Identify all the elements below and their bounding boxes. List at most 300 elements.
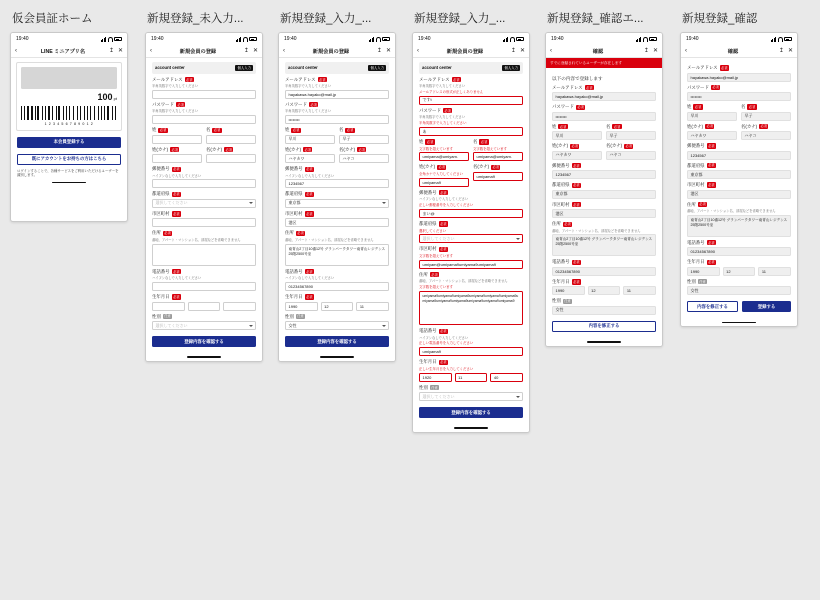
field-label: メールアドレス: [687, 65, 718, 70]
status-indicators: [369, 37, 391, 42]
input-value: 選択してください: [422, 393, 455, 399]
text-input[interactable]: [687, 92, 791, 101]
field-group: [419, 246, 523, 268]
input-value: umiyama@umiyam.: [476, 154, 512, 160]
text-input[interactable]: [552, 209, 656, 218]
status-bar: [413, 33, 529, 45]
text-input[interactable]: [687, 267, 720, 276]
field-label-row: [687, 279, 791, 285]
field-badge: 必須: [173, 192, 180, 197]
text-input[interactable]: [285, 179, 389, 188]
input-value: 早子: [342, 136, 351, 142]
account-center-chip[interactable]: 個人入力: [504, 66, 518, 71]
field-label-row: [206, 147, 256, 153]
text-input[interactable]: [687, 286, 791, 295]
field-label: 住所: [687, 201, 696, 207]
field-badge: 必須: [173, 211, 180, 216]
back-icon[interactable]: ‹: [283, 48, 285, 54]
field-badge: 任意: [164, 314, 171, 319]
close-icon[interactable]: ✕: [519, 48, 525, 54]
field-label: 姓(カナ): [152, 146, 169, 152]
field-badge: 必須: [440, 221, 447, 226]
field-label-row: [552, 221, 656, 227]
text-input[interactable]: [188, 302, 221, 311]
select-input[interactable]: [285, 199, 389, 208]
signal-icon: [369, 37, 375, 42]
field-label-row: [552, 124, 602, 130]
field-badge: 必須: [173, 167, 180, 172]
field-label-row: [687, 104, 737, 110]
field-group: [285, 211, 389, 228]
input-value: umiyama9: [422, 349, 441, 355]
nav-title: 新規会員の登録: [179, 48, 217, 55]
input-value: 早川: [555, 132, 564, 138]
input-value: 11: [626, 288, 631, 294]
field-label: 名: [473, 139, 478, 144]
text-input[interactable]: [206, 154, 256, 163]
back-icon[interactable]: ‹: [417, 48, 419, 54]
field-label: 生年月日: [152, 294, 170, 299]
field-label: 郵便番号: [285, 166, 303, 172]
nav-actions: [244, 48, 258, 54]
field-badge: 必須: [480, 139, 488, 144]
field-group: [552, 182, 656, 199]
text-input[interactable]: [588, 286, 621, 295]
text-input[interactable]: [285, 282, 389, 291]
text-input[interactable]: [741, 131, 791, 140]
field-label-row: [285, 294, 389, 300]
submit-button[interactable]: 登録内容を確認する: [152, 336, 256, 347]
field-group: [552, 221, 656, 256]
input-value: 港区: [555, 210, 564, 216]
share-icon[interactable]: ↥: [108, 48, 114, 54]
select-input[interactable]: [285, 321, 389, 330]
field-group: [419, 385, 523, 402]
field-label-row: [419, 108, 523, 114]
field-badge: 必須: [694, 104, 702, 109]
nav-bar: [681, 45, 797, 58]
edit-button[interactable]: 内容を修正する: [687, 301, 738, 312]
field-label-row: [687, 143, 791, 149]
text-input[interactable]: [285, 90, 389, 99]
field-badge: 必須: [171, 147, 178, 152]
field-badge: 必須: [712, 85, 719, 90]
text-input[interactable]: [285, 135, 335, 144]
textarea-input[interactable]: [419, 291, 523, 325]
input-value: 早川: [690, 113, 699, 118]
text-input[interactable]: [606, 131, 656, 140]
input-value: 40: [493, 374, 499, 380]
form-body: [546, 68, 662, 338]
register-button[interactable]: 本会員登録する: [17, 137, 121, 148]
textarea-input[interactable]: [152, 244, 256, 266]
home-indicator: [681, 318, 797, 326]
field-label-row: [552, 143, 602, 149]
birthday-part-2: [758, 267, 791, 276]
input-value: 01234567890: [555, 268, 580, 274]
input-value: 12: [726, 268, 731, 274]
field-error: 半角英数字で入力してください: [419, 121, 467, 126]
phone-frame: [545, 32, 663, 347]
screen-caption: 新規登録_未入力...: [147, 13, 244, 25]
text-input[interactable]: [419, 209, 523, 218]
screen-column-errors: [412, 10, 530, 433]
screen-caption: 仮会員証ホーム: [12, 13, 93, 25]
field-badge: 任意: [431, 385, 438, 390]
share-icon[interactable]: ↥: [510, 48, 516, 54]
status-indicators: [503, 37, 525, 42]
submit-button[interactable]: 登録内容を確認する: [419, 407, 523, 418]
back-icon[interactable]: ‹: [15, 48, 17, 54]
birthday-row: [419, 373, 523, 382]
select-input[interactable]: [152, 199, 256, 208]
text-input[interactable]: [152, 154, 202, 163]
field-group: [419, 221, 523, 243]
field-badge: 必須: [306, 192, 313, 197]
input-value: 11: [458, 374, 463, 380]
field-hint: 番地、アパート・マンション名、部屋などを省略できません: [419, 279, 508, 284]
status-bar: [681, 33, 797, 45]
account-center-name: account center: [155, 65, 185, 71]
field-label: 市区町村: [687, 182, 705, 187]
input-value: ハヤコ: [342, 155, 355, 161]
account-center-name: account center: [288, 65, 318, 71]
form-body: [413, 58, 529, 424]
status-time: 19:40: [551, 36, 564, 42]
field-label-row: [152, 102, 256, 108]
text-input[interactable]: [473, 152, 523, 161]
field-error: 文字数を超えています: [419, 146, 453, 151]
field-error: メールアドレスの形式が正しくありません: [419, 89, 484, 94]
signal-icon: [101, 37, 107, 42]
back-icon[interactable]: ‹: [550, 48, 552, 54]
field-badge: 必須: [440, 190, 447, 195]
confirm-actions: [687, 301, 791, 312]
field-label: 市区町村: [552, 201, 570, 207]
field-badge: 必須: [586, 85, 593, 90]
home-indicator: [279, 353, 395, 361]
birthday-part-1: [723, 267, 756, 276]
text-input[interactable]: [419, 373, 452, 382]
field-label: 性別: [419, 384, 428, 390]
field-pair: [552, 140, 656, 160]
field-group: [473, 161, 523, 186]
field-label-row: [339, 147, 389, 153]
field-badge: 必須: [297, 231, 304, 236]
field-badge: 必須: [699, 202, 706, 207]
status-indicators: [101, 37, 123, 42]
text-input[interactable]: [285, 115, 389, 124]
text-input[interactable]: [339, 154, 389, 163]
select-input[interactable]: [152, 321, 256, 330]
field-badge: 必須: [708, 143, 715, 148]
section-heading: 以下の内容で登録します: [552, 75, 603, 81]
field-group: [285, 294, 389, 311]
nav-title: 新規会員の登録: [446, 48, 484, 55]
text-input[interactable]: [623, 286, 656, 295]
nav-bar: [279, 45, 395, 58]
field-badge: 必須: [358, 147, 365, 152]
field-badge: 必須: [708, 260, 715, 265]
field-label-row: [552, 259, 656, 265]
field-badge: 必須: [708, 240, 715, 245]
textarea-input[interactable]: [687, 215, 791, 237]
membership-card: [16, 62, 122, 131]
text-input[interactable]: [687, 73, 791, 82]
text-input[interactable]: [339, 135, 389, 144]
text-input[interactable]: [687, 112, 737, 121]
input-value: 南青山2丁目10番12号 グランパークタワー南青山レジデンス25階2500号室: [555, 237, 653, 247]
field-label-row: [152, 211, 256, 217]
text-input[interactable]: [552, 92, 656, 101]
text-input[interactable]: [723, 267, 756, 276]
back-icon[interactable]: ‹: [685, 48, 687, 54]
nav-bar: [11, 45, 127, 58]
field-error: 正しい郵便番号を入力してください: [419, 203, 474, 208]
text-input[interactable]: [758, 267, 791, 276]
text-input[interactable]: [419, 96, 523, 105]
input-value: 1990: [690, 268, 700, 274]
text-input[interactable]: [552, 151, 602, 160]
close-icon[interactable]: ✕: [787, 48, 793, 54]
form-body: [146, 58, 262, 353]
field-badge: 必須: [440, 360, 447, 365]
text-input[interactable]: [552, 190, 656, 199]
existing-account-button[interactable]: 既にアカウントをお持ちの方はこちら: [17, 154, 121, 165]
field-label-row: [152, 77, 256, 83]
field-label-row: [473, 139, 523, 145]
nav-actions: [644, 48, 658, 54]
text-input[interactable]: [419, 152, 469, 161]
field-label: 生年月日: [687, 259, 705, 265]
text-input[interactable]: [152, 179, 256, 188]
text-input[interactable]: [206, 135, 256, 144]
text-input[interactable]: [356, 302, 389, 311]
screen-column-empty: [145, 10, 263, 362]
text-input[interactable]: [152, 302, 185, 311]
text-input[interactable]: [490, 373, 523, 382]
input-value: 早子: [744, 113, 753, 118]
field-group: [687, 143, 791, 160]
close-icon[interactable]: ✕: [117, 48, 123, 54]
status-bar: [11, 33, 127, 45]
input-value: あ: [422, 128, 427, 134]
phone-frame: [145, 32, 263, 362]
birthday-part-0: [552, 286, 585, 295]
birthday-part-1: [321, 302, 354, 311]
close-icon[interactable]: ✕: [385, 48, 391, 54]
field-label: 姓: [552, 123, 557, 129]
field-badge: 必須: [346, 128, 354, 133]
field-label-row: [473, 164, 523, 170]
field-label: 姓: [285, 127, 290, 133]
field-badge: 必須: [573, 260, 580, 265]
text-input[interactable]: [285, 154, 335, 163]
account-center-chip[interactable]: 個人入力: [237, 66, 251, 71]
text-input[interactable]: [321, 302, 354, 311]
field-label: 名: [741, 104, 746, 109]
field-label-row: [285, 147, 335, 153]
input-value: 女性: [288, 322, 297, 328]
field-group: [206, 144, 256, 164]
input-value: まい@: [422, 210, 435, 216]
field-label: 市区町村: [285, 210, 303, 216]
text-input[interactable]: [687, 170, 791, 179]
field-badge: 必須: [440, 329, 447, 334]
text-input[interactable]: [152, 90, 256, 99]
text-input[interactable]: [473, 172, 523, 181]
birthday-part-0: [152, 302, 185, 311]
text-input[interactable]: [552, 306, 656, 315]
field-error: 文字数を超えています: [419, 253, 453, 258]
field-group: [206, 124, 256, 144]
field-group: [152, 166, 256, 188]
field-label: 姓: [152, 127, 157, 133]
signal-icon: [636, 37, 642, 42]
back-icon[interactable]: ‹: [150, 48, 152, 54]
text-input[interactable]: [552, 131, 602, 140]
text-input[interactable]: [606, 151, 656, 160]
field-label: メールアドレス: [285, 76, 316, 82]
field-hint: ハイフンなしで入力してください: [285, 173, 335, 178]
field-group: [552, 85, 656, 102]
input-value: umiyama9umiyama9umiyama9umiyama9umiyama9umiyama9umiyama9umiyama9umiyama9umiyama9umiyama9umiyama9: [422, 294, 519, 303]
textarea-input[interactable]: [552, 234, 656, 256]
field-group: [152, 294, 256, 311]
field-badge: 必須: [177, 102, 184, 107]
text-input[interactable]: [419, 178, 469, 187]
input-value: 01234567890: [288, 284, 313, 289]
field-label-row: [552, 163, 656, 169]
field-group: [687, 240, 791, 257]
field-pair: [687, 121, 791, 141]
field-group: [741, 101, 791, 121]
text-input[interactable]: [223, 302, 256, 311]
field-label: パスワード: [285, 101, 307, 107]
field-badge: 必須: [573, 279, 580, 284]
phone-frame: [680, 32, 798, 327]
field-group: [741, 121, 791, 141]
form-body: [681, 58, 797, 318]
text-input[interactable]: [687, 131, 737, 140]
field-label-row: [285, 102, 389, 108]
wifi-icon: [108, 37, 113, 42]
text-input[interactable]: [552, 267, 656, 276]
textarea-input[interactable]: [285, 244, 389, 266]
text-input[interactable]: [419, 347, 523, 356]
birthday-row: [687, 267, 791, 276]
field-badge: 必須: [173, 294, 180, 299]
screen-column-confirm: [680, 10, 798, 327]
text-input[interactable]: [152, 135, 202, 144]
field-label-row: [339, 127, 389, 133]
field-label-row: [152, 166, 256, 172]
birthday-part-2: [356, 302, 389, 311]
text-input[interactable]: [419, 127, 523, 136]
field-group: [687, 101, 737, 121]
field-badge: 必須: [306, 269, 313, 274]
text-input[interactable]: [552, 286, 585, 295]
nav-bar: [146, 45, 262, 58]
input-value: ••••••••: [288, 117, 300, 123]
field-badge: 必須: [577, 105, 584, 110]
field-label-row: [285, 191, 389, 197]
field-label: パスワード: [552, 104, 574, 110]
field-badge: 必須: [748, 104, 756, 109]
submit-button[interactable]: 登録する: [742, 301, 791, 312]
field-badge: 必須: [573, 202, 580, 207]
text-input[interactable]: [552, 112, 656, 121]
submit-button[interactable]: 登録内容を確認する: [285, 336, 389, 347]
text-input[interactable]: [552, 170, 656, 179]
share-icon[interactable]: ↥: [376, 48, 382, 54]
field-badge: 必須: [625, 144, 632, 149]
text-input[interactable]: [152, 218, 256, 227]
text-input[interactable]: [152, 282, 256, 291]
field-label-row: [606, 124, 656, 130]
text-input[interactable]: [687, 190, 791, 199]
input-value: 1234567: [288, 181, 305, 187]
field-label-row: [552, 104, 656, 110]
text-input[interactable]: [419, 260, 523, 269]
account-center-chip[interactable]: 個人入力: [370, 66, 384, 71]
field-label: 姓(カナ): [552, 143, 569, 149]
edit-button[interactable]: 内容を修正する: [552, 321, 656, 332]
close-icon[interactable]: ✕: [652, 48, 658, 54]
text-input[interactable]: [285, 302, 318, 311]
screen-column-home: [10, 10, 128, 222]
field-group: [552, 140, 602, 160]
field-label-row: [741, 124, 791, 130]
select-input[interactable]: [419, 392, 523, 401]
field-label: 生年月日: [285, 294, 303, 299]
field-label: 郵便番号: [419, 189, 437, 195]
field-pair: [552, 121, 656, 141]
text-input[interactable]: [687, 151, 791, 160]
birthday-part-1: [588, 286, 621, 295]
text-input[interactable]: [741, 112, 791, 121]
field-group: [285, 124, 335, 144]
field-badge: 必須: [310, 102, 317, 107]
select-input[interactable]: [419, 234, 523, 243]
field-label: 性別: [285, 313, 294, 319]
input-value: 東京都: [690, 171, 703, 177]
share-icon[interactable]: ↥: [643, 48, 649, 54]
field-label: 名(カナ): [741, 123, 758, 129]
text-input[interactable]: [455, 373, 488, 382]
share-icon[interactable]: ↥: [778, 48, 784, 54]
field-hint: 番地、アパート・マンション名、部屋などを省略できません: [152, 237, 241, 242]
field-badge: 必須: [319, 77, 326, 82]
screen-column-filled: [278, 10, 396, 362]
field-pair: [419, 136, 523, 161]
field-group: [552, 298, 656, 315]
input-value: 選択してください: [422, 235, 455, 241]
field-group: [285, 314, 389, 331]
share-icon[interactable]: ↥: [243, 48, 249, 54]
field-group: [419, 161, 469, 186]
signal-icon: [503, 37, 509, 42]
text-input[interactable]: [687, 247, 791, 256]
input-value: ••••••••: [690, 94, 702, 99]
text-input[interactable]: [152, 115, 256, 124]
field-group: [285, 144, 335, 164]
text-input[interactable]: [285, 218, 389, 227]
close-icon[interactable]: ✕: [252, 48, 258, 54]
input-value: hayakawa.hayako@mail.jp: [288, 91, 337, 97]
field-label: メールアドレス: [419, 76, 450, 82]
field-badge: 必須: [213, 128, 221, 133]
